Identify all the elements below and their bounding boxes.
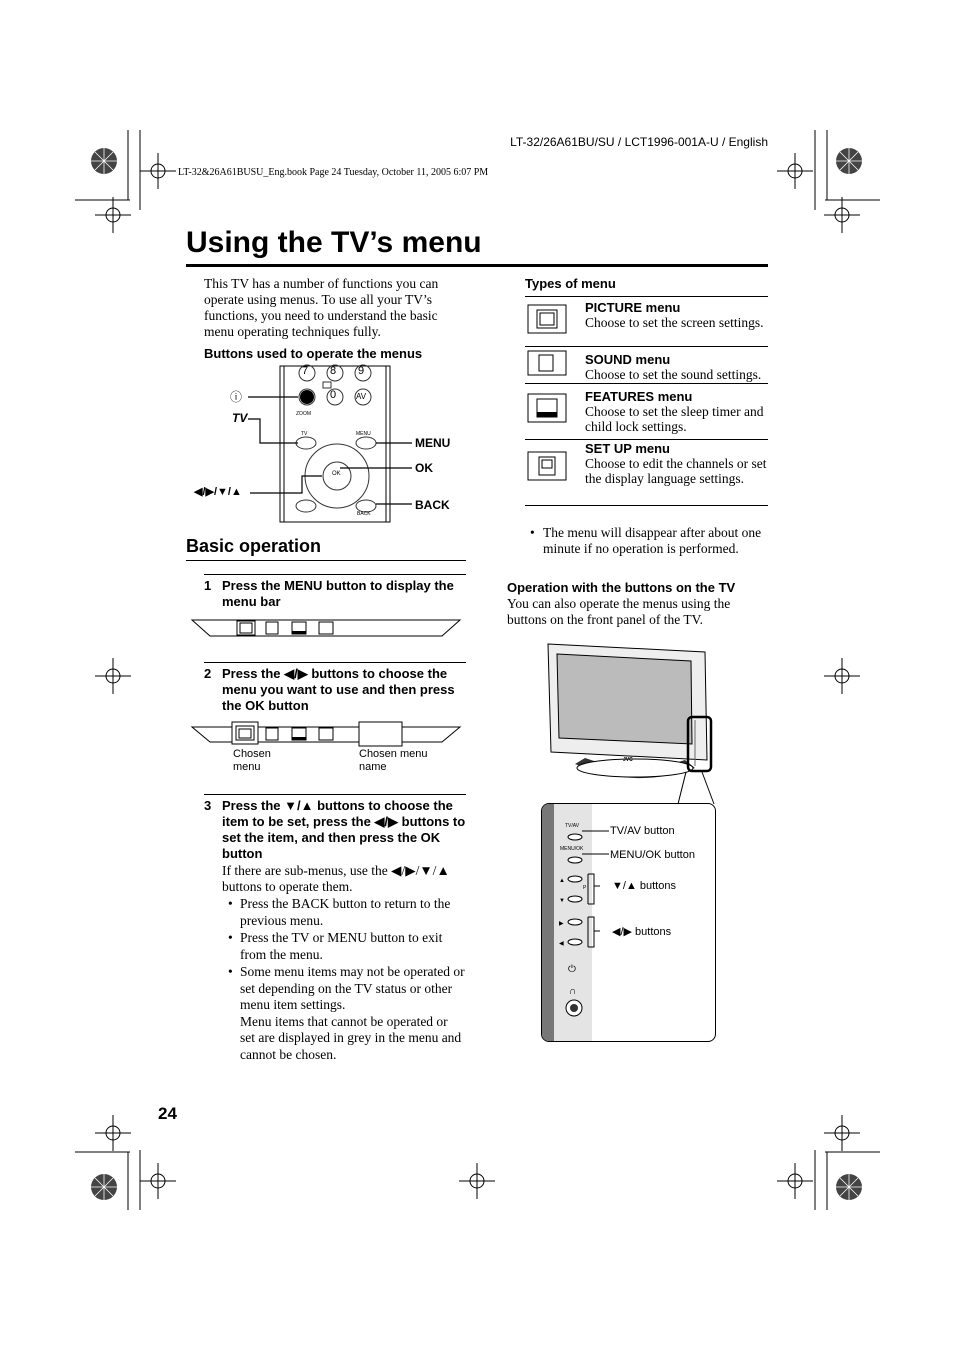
svg-text:∩: ∩ — [569, 986, 577, 997]
svg-text:▼: ▼ — [559, 898, 565, 904]
menu-timeout-note: • The menu will disappear after about one minute if no operation is performed. — [530, 525, 762, 556]
tv-buttons-heading: Operation with the buttons on the TV — [507, 580, 736, 595]
chosen-menu-name-label: Chosen menu name — [359, 748, 428, 773]
sound-menu-title: SOUND menu — [585, 352, 671, 367]
types-rule-3 — [525, 439, 768, 440]
tv-brand: JVC — [623, 757, 633, 763]
menu-bar-step1 — [192, 618, 462, 638]
tv-illustration — [545, 640, 725, 785]
menuok-button-callout: MENU/OK button — [610, 849, 695, 861]
side-panel-zoom — [541, 803, 716, 1042]
menu-type-picture — [525, 298, 768, 344]
page-number: 24 — [158, 1104, 177, 1123]
picture-menu-desc: Choose to set the screen settings. — [585, 315, 764, 330]
step2-text: Press the ◀/▶ buttons to choose the menu you want to use and then press the OK button — [222, 666, 455, 713]
types-heading: Types of menu — [525, 276, 616, 291]
book-info: LT-32&26A61BUSU_Eng.book Page 24 Tuesday, October 11, 2005 6:07 PM — [178, 167, 489, 178]
setup-menu-desc: Choose to edit the channels or set the display language settings. — [585, 456, 767, 486]
callout-ok: OK — [415, 461, 433, 475]
panel-menuok-label: MENU/OK — [560, 846, 584, 852]
step3-bullets — [228, 896, 466, 1063]
panel-p-label: P — [583, 885, 587, 891]
bullet-item: • Some menu items may not be operated or set depending on the TV status or other menu item settings. — [228, 964, 465, 1012]
callout-arrows: ◀/▶/▼/▲ — [194, 486, 242, 498]
setup-icon — [527, 451, 567, 481]
types-rule-1 — [525, 346, 768, 347]
up-down-buttons-callout: ▼/▲ buttons — [612, 880, 676, 892]
remote-illustration — [190, 366, 470, 522]
step2-rule — [204, 662, 466, 663]
title-rule — [186, 264, 768, 267]
basic-operation-heading: Basic operation — [186, 536, 322, 556]
menu-type-setup — [525, 441, 768, 503]
left-right-buttons-callout: ◀/▶ buttons — [612, 926, 672, 938]
types-rule-bottom — [525, 505, 768, 506]
remote-key-9: 9 — [358, 365, 365, 377]
step1-text: Press the MENU button to display the menu bar — [222, 578, 454, 609]
svg-text:▲: ▲ — [559, 878, 565, 884]
step3-sub: If there are sub-menus, use the ◀/▶/▼/▲ buttons to operate them. — [222, 863, 450, 894]
tvav-button-callout: TV/AV button — [610, 825, 675, 837]
doc-code: LT-32/26A61BU/SU / LCT1996-001A-U / English — [510, 135, 768, 149]
types-rule-2 — [525, 383, 768, 384]
basic-rule — [186, 560, 466, 561]
buttons-heading: Buttons used to operate the menus — [204, 346, 423, 361]
features-icon — [527, 393, 567, 423]
step3-number: 3 — [204, 798, 212, 813]
svg-text:⏻: ⏻ — [568, 964, 576, 975]
remote-zoom-label: ZOOM — [296, 411, 311, 417]
page-title: Using the TV’s menu — [186, 226, 482, 259]
step1-number: 1 — [204, 578, 212, 593]
types-rule-top — [525, 296, 768, 297]
svg-text:▶: ▶ — [559, 921, 564, 927]
step1-rule — [204, 574, 466, 575]
bullet-item: • Press the BACK button to return to the previous menu. — [228, 896, 451, 928]
setup-menu-title: SET UP menu — [585, 441, 671, 456]
remote-key-0: 0 — [330, 389, 337, 401]
callout-back: BACK — [415, 498, 450, 512]
bullet-item-continued: Menu items that cannot be operated or set are displayed in grey in the menu and cannot be chosen. — [240, 1013, 462, 1062]
remote-ok-label: OK — [332, 471, 341, 477]
intro-text: This TV has a number of functions you can operate using menus. To use all your TV’s functions, you need to understand the basic menu operating techniques fully. — [204, 276, 439, 339]
chosen-menu-label: Chosen menu — [233, 748, 271, 773]
bullet-item: • Press the TV or MENU button to exit from the menu. — [228, 930, 443, 962]
step2-number: 2 — [204, 666, 212, 681]
step3-rule — [204, 794, 466, 795]
picture-icon — [527, 304, 567, 334]
callout-tv: TV — [232, 411, 248, 425]
tv-buttons-text: You can also operate the menus using the buttons on the front panel of the TV. — [507, 596, 731, 627]
menu-type-features — [525, 385, 768, 437]
svg-text:◀: ◀ — [559, 941, 564, 947]
remote-back-label: BACK — [357, 511, 371, 517]
remote-menu-label: MENU — [356, 431, 371, 437]
step3-text: Press the ▼/▲ buttons to choose the item to be set, press the ◀/▶ buttons to set the item, and then press the OK button — [222, 798, 466, 861]
remote-key-7: 7 — [302, 365, 309, 377]
features-menu-title: FEATURES menu — [585, 389, 693, 404]
sound-menu-desc: Choose to set the sound settings. — [585, 367, 762, 382]
remote-tv-label: TV — [301, 431, 308, 437]
callout-menu: MENU — [415, 436, 451, 450]
panel-tvav-label: TV/AV — [565, 823, 580, 829]
features-menu-desc: Choose to set the sleep timer and child lock settings. — [585, 404, 764, 434]
picture-menu-title: PICTURE menu — [585, 300, 681, 315]
remote-key-av: AV — [356, 392, 367, 401]
sound-icon — [527, 350, 567, 376]
svg-text:ⓘ: ⓘ — [230, 390, 243, 404]
remote-key-8: 8 — [330, 365, 337, 377]
menu-bar-step2 — [192, 720, 462, 746]
menu-type-sound — [525, 348, 768, 382]
